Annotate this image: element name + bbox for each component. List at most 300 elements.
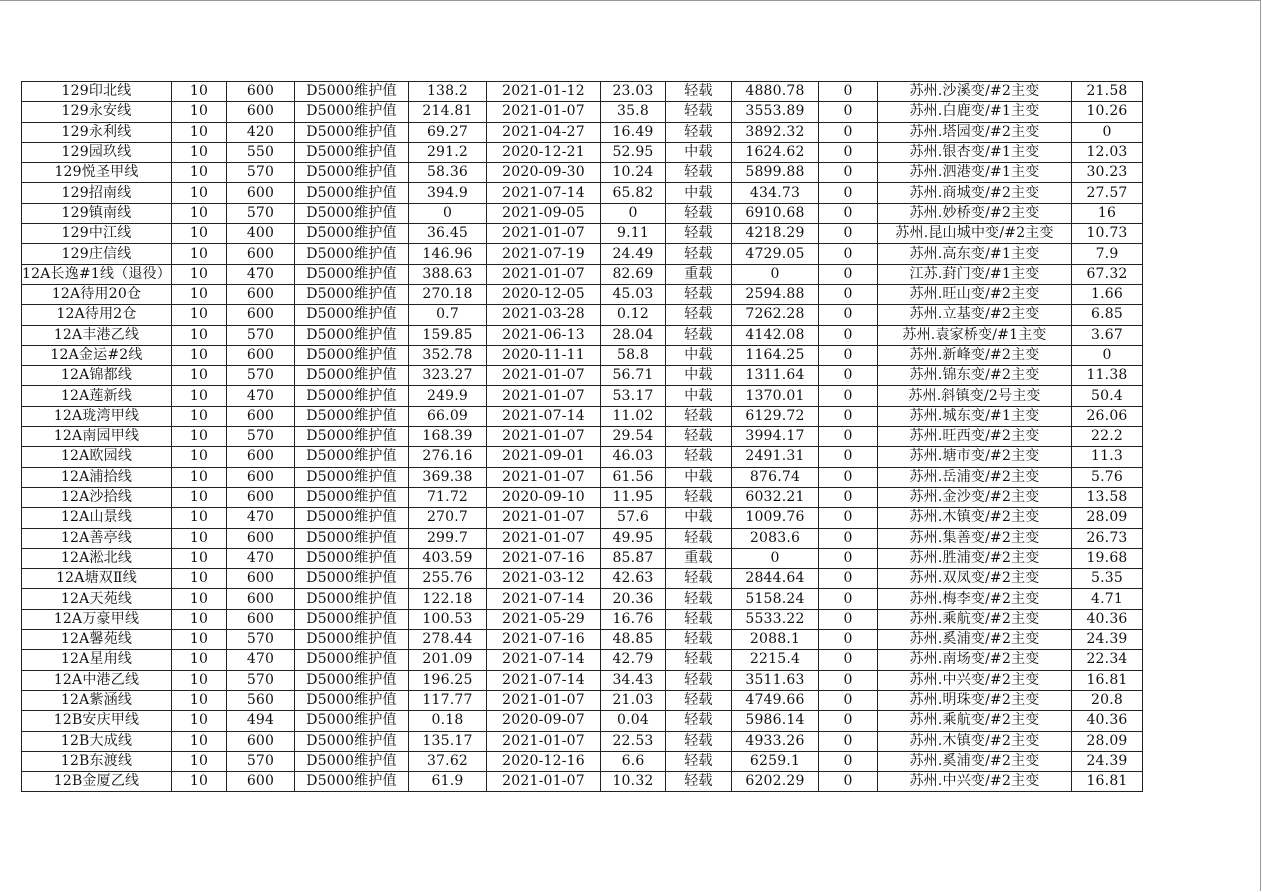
table-row: [22, 142, 1143, 162]
cell-substation-load-rate: 10.26: [1072, 102, 1143, 122]
cell-substation-load-rate: 7.9: [1072, 244, 1143, 264]
cell-flag: 0: [819, 609, 878, 629]
cell-spare-capacity: 3892.32: [732, 122, 819, 142]
cell-data-source: D5000维护值: [295, 569, 409, 589]
cell-rated-capacity: 470: [227, 386, 295, 406]
cell-load-value: 388.63: [409, 264, 487, 284]
cell-data-source: D5000维护值: [295, 244, 409, 264]
cell-substation: 苏州.高东变/#1主变: [878, 244, 1072, 264]
cell-load-value: 36.45: [409, 224, 487, 244]
cell-rated-capacity: 570: [227, 325, 295, 345]
table-row: [22, 244, 1143, 264]
cell-substation-load-rate: 20.8: [1072, 690, 1143, 710]
cell-substation-load-rate: 40.36: [1072, 711, 1143, 731]
cell-substation-load-rate: 16: [1072, 203, 1143, 223]
cell-rated-capacity: 600: [227, 467, 295, 487]
cell-data-source: D5000维护值: [295, 325, 409, 345]
cell-voltage: 10: [172, 102, 227, 122]
cell-rated-capacity: 600: [227, 487, 295, 507]
cell-data-source: D5000维护值: [295, 751, 409, 771]
cell-line-name: 12A紫涵线: [22, 690, 172, 710]
cell-voltage: 10: [172, 82, 227, 102]
cell-load-rate: 58.8: [601, 345, 666, 365]
cell-line-name: 12A莲新线: [22, 386, 172, 406]
cell-load-value: 146.96: [409, 244, 487, 264]
cell-date: 2021-01-07: [487, 102, 601, 122]
cell-line-name: 12A淞北线: [22, 548, 172, 568]
cell-flag: 0: [819, 772, 878, 792]
cell-substation: 苏州.双凤变/#2主变: [878, 569, 1072, 589]
cell-voltage: 10: [172, 427, 227, 447]
cell-line-name: 12A馨苑线: [22, 630, 172, 650]
cell-load-rate: 0: [601, 203, 666, 223]
cell-load-value: 394.9: [409, 183, 487, 203]
cell-flag: 0: [819, 508, 878, 528]
cell-substation-load-rate: 0: [1072, 345, 1143, 365]
cell-date: 2021-07-16: [487, 548, 601, 568]
cell-date: 2021-07-14: [487, 670, 601, 690]
cell-load-status: 轻载: [666, 731, 732, 751]
cell-substation-load-rate: 10.73: [1072, 224, 1143, 244]
cell-load-value: 0.7: [409, 305, 487, 325]
cell-load-rate: 45.03: [601, 284, 666, 304]
cell-rated-capacity: 600: [227, 82, 295, 102]
cell-substation: 苏州.泗港变/#1主变: [878, 163, 1072, 183]
cell-substation: 苏州.旺山变/#2主变: [878, 284, 1072, 304]
cell-line-name: 129永安线: [22, 102, 172, 122]
cell-load-value: 66.09: [409, 406, 487, 426]
cell-load-status: 中载: [666, 183, 732, 203]
cell-load-value: 159.85: [409, 325, 487, 345]
cell-load-rate: 21.03: [601, 690, 666, 710]
cell-load-rate: 29.54: [601, 427, 666, 447]
cell-substation-load-rate: 19.68: [1072, 548, 1143, 568]
cell-load-status: 轻载: [666, 569, 732, 589]
cell-date: 2020-09-07: [487, 711, 601, 731]
cell-flag: 0: [819, 670, 878, 690]
cell-substation: 苏州.新峰变/#2主变: [878, 345, 1072, 365]
table-row: [22, 772, 1143, 792]
cell-date: 2021-09-01: [487, 447, 601, 467]
cell-line-name: 12A长逸#1线（退役）: [22, 264, 172, 284]
cell-substation-load-rate: 24.39: [1072, 751, 1143, 771]
cell-load-status: 重载: [666, 264, 732, 284]
cell-spare-capacity: 434.73: [732, 183, 819, 203]
cell-rated-capacity: 600: [227, 589, 295, 609]
cell-rated-capacity: 600: [227, 447, 295, 467]
cell-load-rate: 11.02: [601, 406, 666, 426]
table-row: [22, 386, 1143, 406]
cell-flag: 0: [819, 142, 878, 162]
cell-substation: 苏州.中兴变/#2主变: [878, 670, 1072, 690]
cell-spare-capacity: 0: [732, 264, 819, 284]
cell-line-name: 12A待用20仓: [22, 284, 172, 304]
cell-load-rate: 6.6: [601, 751, 666, 771]
cell-load-status: 中载: [666, 345, 732, 365]
cell-flag: 0: [819, 366, 878, 386]
cell-load-status: 轻载: [666, 122, 732, 142]
cell-substation: 苏州.锦东变/#2主变: [878, 366, 1072, 386]
cell-date: 2021-07-14: [487, 589, 601, 609]
cell-date: 2021-01-07: [487, 264, 601, 284]
cell-substation-load-rate: 21.58: [1072, 82, 1143, 102]
cell-voltage: 10: [172, 305, 227, 325]
cell-data-source: D5000维护值: [295, 650, 409, 670]
cell-load-status: 轻载: [666, 751, 732, 771]
cell-load-value: 299.7: [409, 528, 487, 548]
cell-flag: 0: [819, 427, 878, 447]
cell-flag: 0: [819, 386, 878, 406]
cell-data-source: D5000维护值: [295, 122, 409, 142]
cell-line-name: 12A欧园线: [22, 447, 172, 467]
cell-data-source: D5000维护值: [295, 203, 409, 223]
cell-load-value: 58.36: [409, 163, 487, 183]
cell-substation: 苏州.中兴变/#2主变: [878, 772, 1072, 792]
cell-date: 2021-07-14: [487, 650, 601, 670]
table-row: [22, 751, 1143, 771]
cell-flag: 0: [819, 690, 878, 710]
cell-flag: 0: [819, 731, 878, 751]
cell-spare-capacity: 6202.29: [732, 772, 819, 792]
cell-line-name: 12A中港乙线: [22, 670, 172, 690]
cell-load-value: 369.38: [409, 467, 487, 487]
cell-substation-load-rate: 67.32: [1072, 264, 1143, 284]
cell-flag: 0: [819, 183, 878, 203]
cell-load-rate: 28.04: [601, 325, 666, 345]
cell-substation-load-rate: 5.35: [1072, 569, 1143, 589]
cell-rated-capacity: 570: [227, 670, 295, 690]
cell-flag: 0: [819, 305, 878, 325]
cell-voltage: 10: [172, 548, 227, 568]
cell-spare-capacity: 2844.64: [732, 569, 819, 589]
cell-voltage: 10: [172, 609, 227, 629]
table-body: [22, 82, 1143, 792]
cell-substation: 苏州.塘市变/#2主变: [878, 447, 1072, 467]
cell-load-rate: 52.95: [601, 142, 666, 162]
cell-date: 2020-11-11: [487, 345, 601, 365]
cell-date: 2021-03-28: [487, 305, 601, 325]
cell-data-source: D5000维护值: [295, 508, 409, 528]
cell-rated-capacity: 470: [227, 650, 295, 670]
cell-load-value: 168.39: [409, 427, 487, 447]
cell-line-name: 12A待用2仓: [22, 305, 172, 325]
cell-substation-load-rate: 50.4: [1072, 386, 1143, 406]
cell-spare-capacity: 0: [732, 548, 819, 568]
table-row: [22, 528, 1143, 548]
cell-substation-load-rate: 0: [1072, 122, 1143, 142]
table-row: [22, 183, 1143, 203]
cell-load-status: 中载: [666, 142, 732, 162]
cell-date: 2021-01-07: [487, 528, 601, 548]
cell-line-name: 129印北线: [22, 82, 172, 102]
cell-load-rate: 11.95: [601, 487, 666, 507]
cell-line-name: 12A塘双Ⅱ线: [22, 569, 172, 589]
cell-load-status: 中载: [666, 467, 732, 487]
cell-load-status: 轻载: [666, 528, 732, 548]
cell-data-source: D5000维护值: [295, 528, 409, 548]
cell-load-value: 100.53: [409, 609, 487, 629]
cell-load-status: 轻载: [666, 325, 732, 345]
cell-substation: 苏州.奚浦变/#2主变: [878, 630, 1072, 650]
cell-rated-capacity: 570: [227, 163, 295, 183]
cell-flag: 0: [819, 589, 878, 609]
cell-load-status: 轻载: [666, 670, 732, 690]
cell-substation: 苏州.斜镇变/2号主变: [878, 386, 1072, 406]
cell-rated-capacity: 600: [227, 406, 295, 426]
table-row: [22, 406, 1143, 426]
cell-substation: 苏州.岳浦变/#2主变: [878, 467, 1072, 487]
cell-line-name: 129永利线: [22, 122, 172, 142]
table-row: [22, 650, 1143, 670]
cell-substation-load-rate: 22.34: [1072, 650, 1143, 670]
cell-flag: 0: [819, 650, 878, 670]
cell-load-status: 中载: [666, 508, 732, 528]
cell-load-status: 轻载: [666, 284, 732, 304]
cell-substation: 苏州.乘航变/#2主变: [878, 711, 1072, 731]
table-row: [22, 102, 1143, 122]
cell-spare-capacity: 4880.78: [732, 82, 819, 102]
table-row: [22, 548, 1143, 568]
table-row: [22, 284, 1143, 304]
cell-date: 2021-01-12: [487, 82, 601, 102]
cell-data-source: D5000维护值: [295, 630, 409, 650]
table-row: [22, 508, 1143, 528]
cell-flag: 0: [819, 406, 878, 426]
cell-load-value: 117.77: [409, 690, 487, 710]
cell-flag: 0: [819, 284, 878, 304]
cell-voltage: 10: [172, 731, 227, 751]
cell-data-source: D5000维护值: [295, 711, 409, 731]
cell-line-name: 12A南园甲线: [22, 427, 172, 447]
cell-spare-capacity: 6910.68: [732, 203, 819, 223]
cell-date: 2021-01-07: [487, 731, 601, 751]
cell-substation-load-rate: 28.09: [1072, 508, 1143, 528]
cell-voltage: 10: [172, 366, 227, 386]
cell-data-source: D5000维护值: [295, 548, 409, 568]
cell-substation-load-rate: 24.39: [1072, 630, 1143, 650]
cell-rated-capacity: 600: [227, 102, 295, 122]
cell-voltage: 10: [172, 508, 227, 528]
cell-voltage: 10: [172, 325, 227, 345]
cell-load-rate: 23.03: [601, 82, 666, 102]
cell-load-status: 轻载: [666, 82, 732, 102]
cell-rated-capacity: 600: [227, 569, 295, 589]
table-row: [22, 203, 1143, 223]
cell-load-status: 轻载: [666, 589, 732, 609]
cell-load-rate: 82.69: [601, 264, 666, 284]
cell-voltage: 10: [172, 589, 227, 609]
cell-voltage: 10: [172, 163, 227, 183]
cell-load-value: 37.62: [409, 751, 487, 771]
cell-data-source: D5000维护值: [295, 82, 409, 102]
cell-load-value: 71.72: [409, 487, 487, 507]
cell-substation-load-rate: 3.67: [1072, 325, 1143, 345]
cell-load-value: 196.25: [409, 670, 487, 690]
cell-load-value: 0: [409, 203, 487, 223]
cell-line-name: 12A万豪甲线: [22, 609, 172, 629]
cell-flag: 0: [819, 203, 878, 223]
data-table: [21, 81, 1143, 792]
cell-data-source: D5000维护值: [295, 163, 409, 183]
cell-line-name: 12A沙拾线: [22, 487, 172, 507]
cell-load-rate: 57.6: [601, 508, 666, 528]
cell-data-source: D5000维护值: [295, 447, 409, 467]
cell-voltage: 10: [172, 142, 227, 162]
cell-voltage: 10: [172, 224, 227, 244]
cell-substation-load-rate: 26.06: [1072, 406, 1143, 426]
cell-substation-load-rate: 1.66: [1072, 284, 1143, 304]
cell-date: 2021-01-07: [487, 366, 601, 386]
cell-load-rate: 22.53: [601, 731, 666, 751]
cell-load-rate: 20.36: [601, 589, 666, 609]
cell-date: 2021-01-07: [487, 467, 601, 487]
cell-data-source: D5000维护值: [295, 467, 409, 487]
cell-line-name: 12A天苑线: [22, 589, 172, 609]
cell-rated-capacity: 470: [227, 548, 295, 568]
cell-substation: 苏州.立基变/#2主变: [878, 305, 1072, 325]
table-row: [22, 305, 1143, 325]
cell-substation: 苏州.明珠变/#2主变: [878, 690, 1072, 710]
cell-flag: 0: [819, 447, 878, 467]
cell-line-name: 129悦圣甲线: [22, 163, 172, 183]
cell-flag: 0: [819, 325, 878, 345]
cell-line-name: 12A丰港乙线: [22, 325, 172, 345]
cell-line-name: 12B东渡线: [22, 751, 172, 771]
cell-spare-capacity: 4933.26: [732, 731, 819, 751]
cell-voltage: 10: [172, 386, 227, 406]
cell-date: 2020-12-21: [487, 142, 601, 162]
cell-load-status: 轻载: [666, 163, 732, 183]
cell-date: 2021-01-07: [487, 508, 601, 528]
cell-line-name: 12A锦都线: [22, 366, 172, 386]
table-row: [22, 630, 1143, 650]
cell-date: 2021-01-07: [487, 690, 601, 710]
cell-rated-capacity: 600: [227, 284, 295, 304]
table-row: [22, 487, 1143, 507]
cell-flag: 0: [819, 264, 878, 284]
cell-spare-capacity: 5899.88: [732, 163, 819, 183]
table-row: [22, 690, 1143, 710]
cell-voltage: 10: [172, 487, 227, 507]
cell-spare-capacity: 4218.29: [732, 224, 819, 244]
cell-load-status: 轻载: [666, 447, 732, 467]
cell-data-source: D5000维护值: [295, 305, 409, 325]
cell-load-value: 61.9: [409, 772, 487, 792]
cell-substation: 苏州.胜浦变/#2主变: [878, 548, 1072, 568]
cell-load-value: 278.44: [409, 630, 487, 650]
cell-rated-capacity: 420: [227, 122, 295, 142]
cell-flag: 0: [819, 224, 878, 244]
cell-data-source: D5000维护值: [295, 609, 409, 629]
cell-substation: 苏州.奚浦变/#2主变: [878, 751, 1072, 771]
cell-load-value: 214.81: [409, 102, 487, 122]
cell-data-source: D5000维护值: [295, 224, 409, 244]
table-row: [22, 589, 1143, 609]
cell-spare-capacity: 5533.22: [732, 609, 819, 629]
cell-substation-load-rate: 16.81: [1072, 670, 1143, 690]
cell-rated-capacity: 570: [227, 751, 295, 771]
cell-rated-capacity: 600: [227, 772, 295, 792]
table-row: [22, 82, 1143, 102]
cell-flag: 0: [819, 630, 878, 650]
cell-substation-load-rate: 4.71: [1072, 589, 1143, 609]
table-row: [22, 731, 1143, 751]
table-row: [22, 264, 1143, 284]
cell-date: 2021-07-16: [487, 630, 601, 650]
cell-load-value: 291.2: [409, 142, 487, 162]
cell-data-source: D5000维护值: [295, 142, 409, 162]
cell-data-source: D5000维护值: [295, 345, 409, 365]
cell-spare-capacity: 6129.72: [732, 406, 819, 426]
cell-load-rate: 42.63: [601, 569, 666, 589]
cell-data-source: D5000维护值: [295, 487, 409, 507]
cell-substation: 苏州.金沙变/#2主变: [878, 487, 1072, 507]
cell-voltage: 10: [172, 345, 227, 365]
cell-load-status: 轻载: [666, 650, 732, 670]
cell-rated-capacity: 570: [227, 366, 295, 386]
cell-load-rate: 65.82: [601, 183, 666, 203]
cell-data-source: D5000维护值: [295, 284, 409, 304]
cell-substation-load-rate: 11.3: [1072, 447, 1143, 467]
cell-load-value: 201.09: [409, 650, 487, 670]
cell-load-rate: 0.12: [601, 305, 666, 325]
cell-load-status: 轻载: [666, 630, 732, 650]
cell-load-rate: 16.76: [601, 609, 666, 629]
cell-load-status: 轻载: [666, 406, 732, 426]
cell-spare-capacity: 3511.63: [732, 670, 819, 690]
cell-load-status: 轻载: [666, 203, 732, 223]
cell-flag: 0: [819, 122, 878, 142]
cell-data-source: D5000维护值: [295, 183, 409, 203]
table-row: [22, 569, 1143, 589]
cell-date: 2021-01-07: [487, 386, 601, 406]
cell-voltage: 10: [172, 528, 227, 548]
cell-spare-capacity: 4749.66: [732, 690, 819, 710]
cell-load-value: 249.9: [409, 386, 487, 406]
cell-substation: 苏州.白鹿变/#1主变: [878, 102, 1072, 122]
cell-spare-capacity: 4142.08: [732, 325, 819, 345]
cell-flag: 0: [819, 711, 878, 731]
cell-voltage: 10: [172, 569, 227, 589]
cell-line-name: 12A星甪线: [22, 650, 172, 670]
cell-line-name: 12A浦拾线: [22, 467, 172, 487]
cell-substation-load-rate: 5.76: [1072, 467, 1143, 487]
cell-substation-load-rate: 22.2: [1072, 427, 1143, 447]
cell-substation: 苏州.乘航变/#2主变: [878, 609, 1072, 629]
cell-data-source: D5000维护值: [295, 670, 409, 690]
cell-load-value: 270.18: [409, 284, 487, 304]
cell-date: 2021-01-07: [487, 427, 601, 447]
cell-flag: 0: [819, 548, 878, 568]
cell-spare-capacity: 6259.1: [732, 751, 819, 771]
cell-load-value: 255.76: [409, 569, 487, 589]
table-row: [22, 122, 1143, 142]
cell-rated-capacity: 600: [227, 528, 295, 548]
cell-substation: 苏州.木镇变/#2主变: [878, 508, 1072, 528]
cell-load-status: 轻载: [666, 244, 732, 264]
cell-rated-capacity: 494: [227, 711, 295, 731]
cell-load-value: 403.59: [409, 548, 487, 568]
cell-rated-capacity: 600: [227, 731, 295, 751]
cell-data-source: D5000维护值: [295, 589, 409, 609]
cell-data-source: D5000维护值: [295, 731, 409, 751]
cell-load-rate: 53.17: [601, 386, 666, 406]
cell-rated-capacity: 600: [227, 345, 295, 365]
cell-load-status: 轻载: [666, 224, 732, 244]
cell-line-name: 12A珑湾甲线: [22, 406, 172, 426]
cell-load-rate: 34.43: [601, 670, 666, 690]
cell-substation-load-rate: 40.36: [1072, 609, 1143, 629]
